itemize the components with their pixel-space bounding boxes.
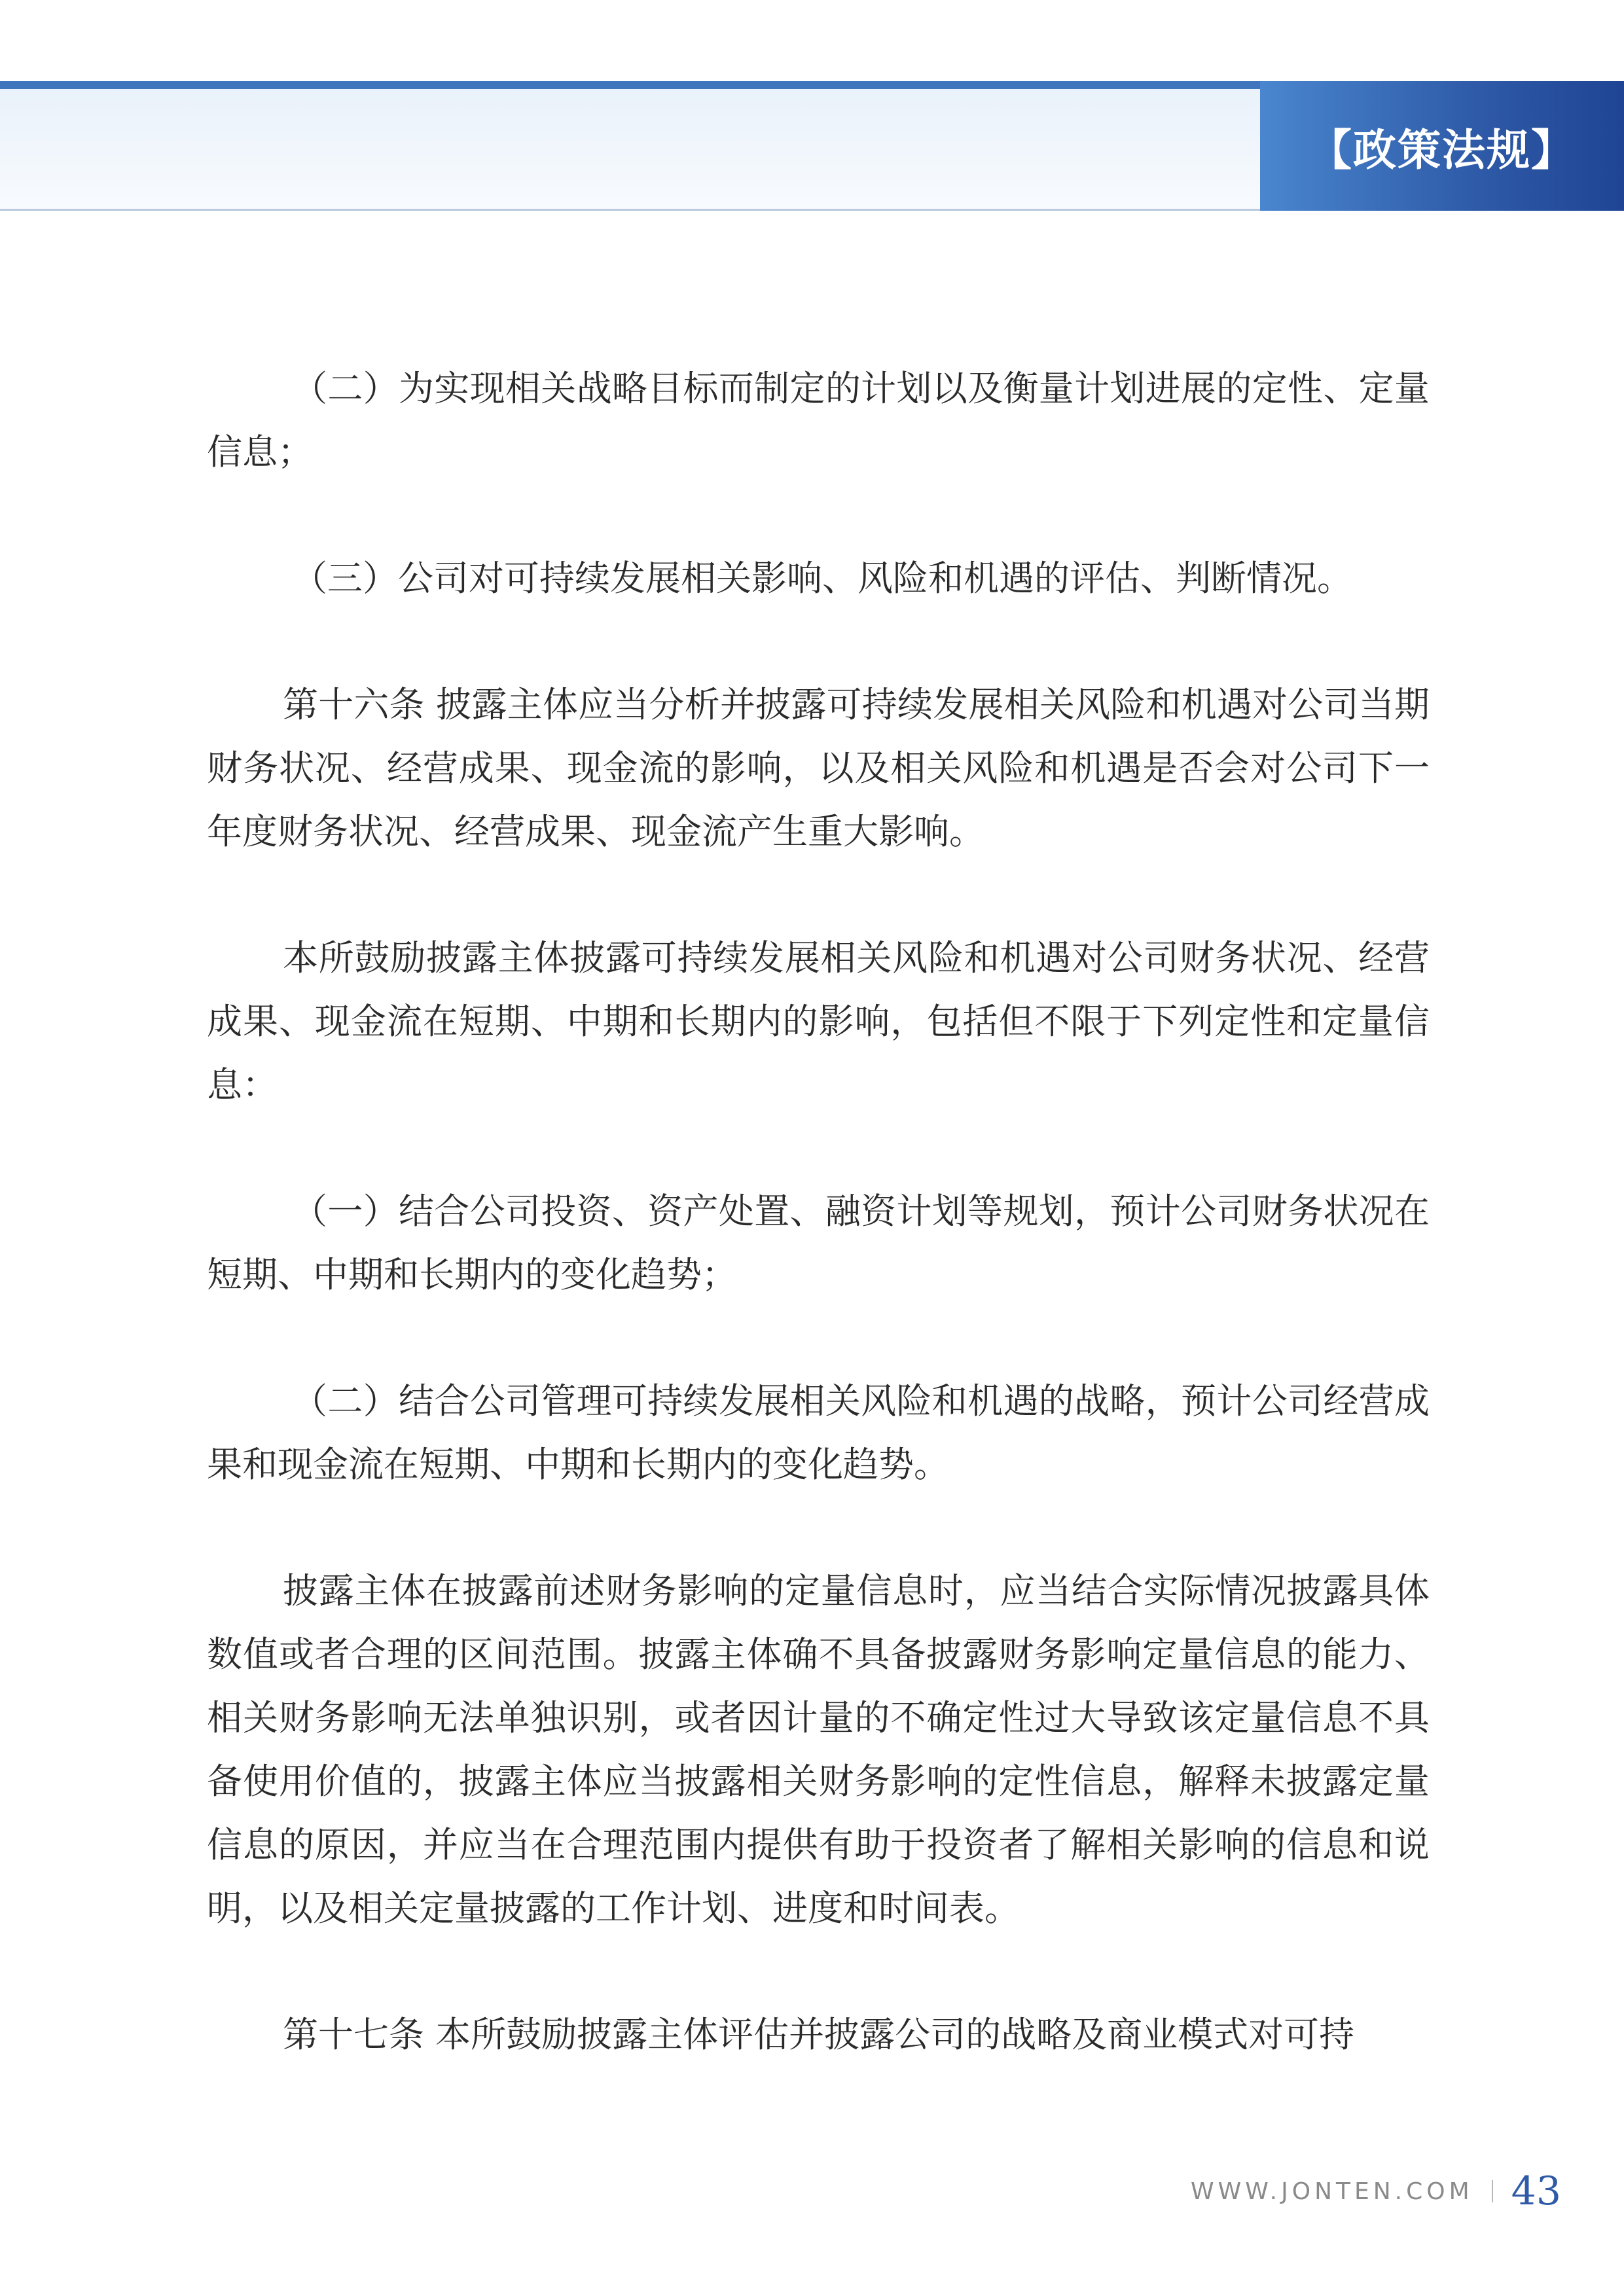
section-tab — [1260, 81, 1624, 211]
paragraph: 披露主体在披露前述财务影响的定量信息时，应当结合实际情况披露具体数值或者合理的区间范围。披露主体确不具备披露财务影响定量信息的能力、相关财务影响无法单独识别，或者因计量的不确定性过大导致该定量信息不具备使用价值的，披露主体应当披露相关财务影响的定性信息，解释未披露定量信息的原因，并应当在合理范围内提供有助于投资者了解相关影响的信息和说明，以及相关定量披露的工作计划、进度和时间表。 — [207, 1570, 1430, 1929]
page-number: 43 — [1511, 2168, 1561, 2214]
header-band — [0, 81, 1260, 211]
paragraph: 第十七条 本所鼓励披露主体评估并披露公司的战略及商业模式对可持 — [283, 2014, 1355, 2055]
footer-divider — [1492, 2180, 1493, 2202]
footer-website: WWW.JONTEN.COM — [1191, 2178, 1473, 2205]
paragraph: （一）结合公司投资、资产处置、融资计划等规划，预计公司财务状况在短期、中期和长期内的变化趋势； — [207, 1191, 1430, 1295]
paragraph: （二）结合公司管理可持续发展相关风险和机遇的战略，预计公司经营成果和现金流在短期、中期和长期内的变化趋势。 — [207, 1380, 1430, 1485]
document-body — [207, 357, 1430, 2066]
paragraph: （二）为实现相关战略目标而制定的计划以及衡量计划进展的定性、定量信息； — [207, 368, 1430, 473]
paragraph: 本所鼓励披露主体披露可持续发展相关风险和机遇对公司财务状况、经营成果、现金流在短期、中期和长期内的影响，包括但不限于下列定性和定量信息： — [207, 937, 1430, 1105]
page-footer — [1191, 2165, 1561, 2217]
section-tab-label: 【政策法规】 — [1308, 124, 1576, 175]
paragraph: 第十六条 披露主体应当分析并披露可持续发展相关风险和机遇对公司当期财务状况、经营成果、现金流的影响，以及相关风险和机遇是否会对公司下一年度财务状况、经营成果、现金流产生重大影响。 — [207, 684, 1430, 852]
paragraph: （三）公司对可持续发展相关影响、风险和机遇的评估、判断情况。 — [292, 558, 1352, 599]
